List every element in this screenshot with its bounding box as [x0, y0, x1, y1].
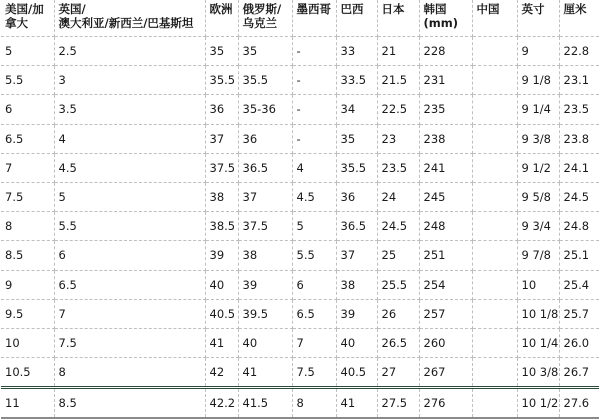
table-cell-kr: 257 — [419, 299, 472, 328]
column-header-eu — [205, 0, 238, 37]
table-cell-ru: 39.5 — [238, 299, 292, 328]
table-cell-jp: 21 — [377, 37, 419, 66]
table-cell-mx: - — [292, 37, 336, 66]
table-cell-kr: 248 — [419, 212, 472, 241]
table-cell-ru: 35 — [238, 37, 292, 66]
table-row — [1, 95, 599, 124]
table-cell-eu: 37.5 — [205, 153, 238, 182]
table-cell-kr: 228 — [419, 37, 472, 66]
table-cell-kr: 276 — [419, 388, 472, 419]
table-row — [1, 328, 599, 357]
column-header-kr — [419, 0, 472, 37]
table-cell-cm: 23.8 — [559, 124, 599, 153]
table-cell-us: 9 — [1, 270, 54, 299]
table-cell-eu: 38 — [205, 182, 238, 211]
table-cell-eu: 39 — [205, 241, 238, 270]
table-cell-uk: 4.5 — [54, 153, 205, 182]
column-header-line: 英国/ — [58, 2, 86, 16]
table-cell-cn — [472, 358, 517, 388]
column-header-line: 拿大 — [5, 16, 28, 30]
table-row — [1, 270, 599, 299]
table-cell-cm: 24.5 — [559, 182, 599, 211]
table-cell-uk: 4 — [54, 124, 205, 153]
table-row — [1, 241, 599, 270]
table-cell-us: 10 — [1, 328, 54, 357]
table-cell-kr: 251 — [419, 241, 472, 270]
shoe-size-conversion-table — [1, 0, 599, 419]
table-cell-us: 5.5 — [1, 66, 54, 95]
table-cell-jp: 25.5 — [377, 270, 419, 299]
table-cell-ru: 36.5 — [238, 153, 292, 182]
table-row — [1, 299, 599, 328]
table-cell-kr: 267 — [419, 358, 472, 388]
table-cell-ru: 40 — [238, 328, 292, 357]
table-cell-inch: 9 — [517, 37, 559, 66]
table-cell-uk: 3 — [54, 66, 205, 95]
table-row — [1, 66, 599, 95]
table-cell-jp: 27 — [377, 358, 419, 388]
table-cell-eu: 38.5 — [205, 212, 238, 241]
table-cell-us: 11 — [1, 388, 54, 419]
table-cell-inch: 9 3/8 — [517, 124, 559, 153]
table-cell-us: 5 — [1, 37, 54, 66]
table-cell-us: 8.5 — [1, 241, 54, 270]
table-cell-br: 41 — [336, 388, 377, 419]
table-cell-uk: 6 — [54, 241, 205, 270]
table-cell-jp: 24.5 — [377, 212, 419, 241]
column-header-line: 澳大利亚/新西兰/巴基斯坦 — [58, 16, 194, 30]
table-cell-kr: 235 — [419, 95, 472, 124]
column-header-line: 欧洲 — [209, 2, 233, 16]
table-cell-br: 33 — [336, 37, 377, 66]
table-cell-inch: 10 1/2 — [517, 388, 559, 419]
table-cell-cn — [472, 241, 517, 270]
table-cell-inch: 9 1/8 — [517, 66, 559, 95]
table-cell-cm: 23.5 — [559, 95, 599, 124]
table-cell-inch: 10 3/8 — [517, 358, 559, 388]
table-cell-cm: 26.0 — [559, 328, 599, 357]
table-cell-mx: 6 — [292, 270, 336, 299]
table-row — [1, 182, 599, 211]
column-header-ru — [238, 0, 292, 37]
table-cell-kr: 245 — [419, 182, 472, 211]
column-header-line: 巴西 — [340, 2, 364, 16]
table-cell-br: 34 — [336, 95, 377, 124]
table-cell-us: 8 — [1, 212, 54, 241]
table-cell-jp: 22.5 — [377, 95, 419, 124]
table-cell-inch: 9 5/8 — [517, 182, 559, 211]
table-cell-cn — [472, 66, 517, 95]
column-header-line: 美国/加 — [5, 2, 44, 16]
table-cell-uk: 8 — [54, 358, 205, 388]
table-cell-jp: 27.5 — [377, 388, 419, 419]
column-header-mx — [292, 0, 336, 37]
table-cell-eu: 37 — [205, 124, 238, 153]
column-header-line: 俄罗斯/ — [242, 2, 282, 16]
table-cell-cm: 24.1 — [559, 153, 599, 182]
table-cell-uk: 5 — [54, 182, 205, 211]
table-cell-cn — [472, 212, 517, 241]
table-cell-inch: 9 1/2 — [517, 153, 559, 182]
table-cell-br: 36 — [336, 182, 377, 211]
column-header-line: 墨西哥 — [296, 2, 331, 16]
column-header-br — [336, 0, 377, 37]
table-cell-cm: 24.8 — [559, 212, 599, 241]
table-body — [1, 37, 599, 419]
table-cell-jp: 26 — [377, 299, 419, 328]
column-header-uk — [54, 0, 205, 37]
table-cell-br: 40.5 — [336, 358, 377, 388]
table-cell-ru: 36 — [238, 124, 292, 153]
table-row — [1, 37, 599, 66]
table-cell-us: 7.5 — [1, 182, 54, 211]
table-cell-mx: 7.5 — [292, 358, 336, 388]
table-cell-br: 33.5 — [336, 66, 377, 95]
table-cell-ru: 41 — [238, 358, 292, 388]
column-header-line: 中国 — [476, 2, 500, 16]
table-cell-us: 6.5 — [1, 124, 54, 153]
table-cell-cm: 25.7 — [559, 299, 599, 328]
table-cell-ru: 37.5 — [238, 212, 292, 241]
table-cell-inch: 10 1/8 — [517, 299, 559, 328]
table-cell-cn — [472, 299, 517, 328]
table-cell-br: 39 — [336, 299, 377, 328]
table-cell-cm: 25.4 — [559, 270, 599, 299]
table-cell-ru: 35-36 — [238, 95, 292, 124]
table-cell-ru: 35.5 — [238, 66, 292, 95]
column-header-line: 英寸 — [521, 2, 545, 16]
table-row — [1, 212, 599, 241]
table-cell-cn — [472, 124, 517, 153]
table-cell-uk: 2.5 — [54, 37, 205, 66]
table-cell-br: 38 — [336, 270, 377, 299]
table-cell-cn — [472, 388, 517, 419]
table-cell-inch: 9 7/8 — [517, 241, 559, 270]
column-header-cn — [472, 0, 517, 37]
table-cell-jp: 26.5 — [377, 328, 419, 357]
table-cell-uk: 6.5 — [54, 270, 205, 299]
table-cell-jp: 21.5 — [377, 66, 419, 95]
table-cell-eu: 42.2 — [205, 388, 238, 419]
table-cell-mx: 5 — [292, 212, 336, 241]
table-cell-inch: 10 1/4 — [517, 328, 559, 357]
table-cell-us: 9.5 — [1, 299, 54, 328]
table-cell-jp: 24 — [377, 182, 419, 211]
table-cell-cn — [472, 95, 517, 124]
table-cell-eu: 40.5 — [205, 299, 238, 328]
table-cell-kr: 238 — [419, 124, 472, 153]
table-cell-eu: 35 — [205, 37, 238, 66]
table-cell-ru: 41.5 — [238, 388, 292, 419]
table-cell-cn — [472, 182, 517, 211]
table-cell-br: 37 — [336, 241, 377, 270]
column-header-us — [1, 0, 54, 37]
column-header-cm — [559, 0, 599, 37]
table-row — [1, 153, 599, 182]
table-row — [1, 358, 599, 388]
table-cell-br: 36.5 — [336, 212, 377, 241]
table-cell-cn — [472, 37, 517, 66]
table-cell-cn — [472, 328, 517, 357]
table-cell-mx: 5.5 — [292, 241, 336, 270]
table-cell-uk: 5.5 — [54, 212, 205, 241]
table-cell-mx: - — [292, 124, 336, 153]
table-cell-inch: 9 1/4 — [517, 95, 559, 124]
table-cell-mx: - — [292, 66, 336, 95]
table-cell-mx: - — [292, 95, 336, 124]
table-cell-eu: 40 — [205, 270, 238, 299]
table-cell-ru: 39 — [238, 270, 292, 299]
table-cell-inch: 9 3/4 — [517, 212, 559, 241]
table-cell-jp: 23.5 — [377, 153, 419, 182]
column-header-line: 厘米 — [563, 2, 587, 16]
table-cell-kr: 241 — [419, 153, 472, 182]
table-cell-eu: 42 — [205, 358, 238, 388]
table-row — [1, 124, 599, 153]
table-cell-br: 40 — [336, 328, 377, 357]
table-cell-kr: 231 — [419, 66, 472, 95]
table-cell-us: 7 — [1, 153, 54, 182]
table-cell-us: 10.5 — [1, 358, 54, 388]
table-cell-mx: 6.5 — [292, 299, 336, 328]
table-cell-cn — [472, 270, 517, 299]
column-header-line: (mm) — [423, 16, 458, 30]
table-cell-mx: 7 — [292, 328, 336, 357]
table-cell-cm: 23.1 — [559, 66, 599, 95]
table-cell-cm: 22.8 — [559, 37, 599, 66]
column-header-inch — [517, 0, 559, 37]
table-cell-kr: 254 — [419, 270, 472, 299]
table-cell-mx: 4 — [292, 153, 336, 182]
table-cell-uk: 3.5 — [54, 95, 205, 124]
table-cell-eu: 36 — [205, 95, 238, 124]
column-header-line: 乌克兰 — [242, 16, 277, 30]
table-cell-cn — [472, 153, 517, 182]
table-cell-uk: 8.5 — [54, 388, 205, 419]
table-cell-mx: 4.5 — [292, 182, 336, 211]
table-cell-us: 6 — [1, 95, 54, 124]
table-cell-kr: 260 — [419, 328, 472, 357]
table-cell-uk: 7.5 — [54, 328, 205, 357]
table-cell-uk: 7 — [54, 299, 205, 328]
table-cell-jp: 25 — [377, 241, 419, 270]
table-cell-jp: 23 — [377, 124, 419, 153]
table-cell-cm: 25.1 — [559, 241, 599, 270]
column-header-jp — [377, 0, 419, 37]
table-cell-ru: 38 — [238, 241, 292, 270]
table-cell-mx: 8 — [292, 388, 336, 419]
column-header-line: 韩国 — [423, 2, 447, 16]
table-cell-ru: 37 — [238, 182, 292, 211]
table-cell-br: 35 — [336, 124, 377, 153]
table-row — [1, 388, 599, 419]
column-header-line: 日本 — [381, 2, 405, 16]
table-cell-eu: 35.5 — [205, 66, 238, 95]
table-cell-eu: 41 — [205, 328, 238, 357]
table-header-row — [1, 0, 599, 37]
table-cell-br: 35.5 — [336, 153, 377, 182]
table-cell-cm: 27.6 — [559, 388, 599, 419]
table-cell-cm: 26.7 — [559, 358, 599, 388]
table-cell-inch: 10 — [517, 270, 559, 299]
